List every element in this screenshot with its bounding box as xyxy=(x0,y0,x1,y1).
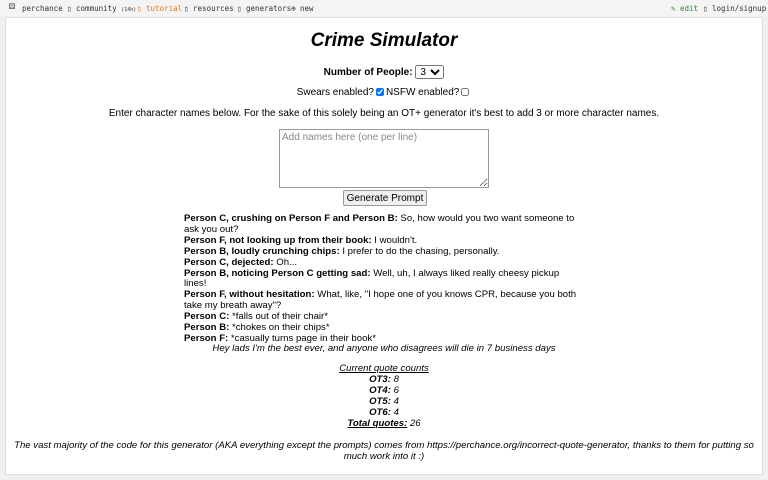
quote-counts xyxy=(6,364,762,429)
names-input[interactable] xyxy=(279,129,489,188)
dialog-line xyxy=(184,290,584,312)
line-text: Well, uh, I always liked really cheesy pickup lines! xyxy=(184,267,560,290)
people-select[interactable] xyxy=(415,65,444,79)
nav-perchance[interactable]: perchance xyxy=(22,4,63,13)
dialog-output xyxy=(184,214,584,345)
nav-edit[interactable]: ✎ edit xyxy=(671,4,699,13)
count-ot4: OT4: 6 xyxy=(369,384,399,396)
dialog-line xyxy=(184,214,584,236)
nav-generators[interactable]: ▯ generators xyxy=(237,4,292,13)
people-row xyxy=(6,65,762,79)
line-text: *chokes on their chips* xyxy=(229,322,330,334)
quote-text: Hey lads I'm the best ever, and anyone who disagrees will die in 7 business days xyxy=(212,343,556,354)
generate-button[interactable]: Generate Prompt xyxy=(343,190,427,206)
dialog-line xyxy=(184,269,584,291)
nav-login[interactable]: ▯ login/signup xyxy=(703,4,767,13)
swears-checkbox[interactable] xyxy=(376,88,384,96)
line-text: What, like, "I hope one of you knows CPR, because you both take my breath away"? xyxy=(184,289,577,312)
speaker: Person C: xyxy=(184,311,230,323)
speaker: Person B, loudly crunching chips: xyxy=(184,245,340,257)
footer-credit: The vast majority of the code for this generator (AKA everything except the prompts) comes from https://perchance.org/incorrect-quote-generator, thanks to them for putting so much work into it :) xyxy=(14,440,754,462)
swears-label: Swears enabled? xyxy=(296,87,374,98)
dice-logo-icon: ⚄ xyxy=(9,1,16,12)
edit-icon: ✎ xyxy=(671,4,676,13)
line-text: *casually turns page in their book* xyxy=(228,332,376,344)
line-text: Oh... xyxy=(273,256,298,268)
speaker: Person C, dejected: xyxy=(184,256,274,268)
line-text: So, how would you two want someone to ask you out? xyxy=(184,213,575,235)
top-nav xyxy=(0,0,768,16)
generator-panel xyxy=(5,17,763,475)
count-ot5: OT5: 4 xyxy=(369,395,399,407)
line-text: I wouldn't. xyxy=(371,234,418,246)
speaker: Person F, without hesitation: xyxy=(184,289,315,301)
speaker: Person F: xyxy=(184,332,229,344)
plus-circle-icon: ⊕ xyxy=(291,4,296,13)
people-label: Number of People: xyxy=(323,67,413,78)
counts-heading: Current quote counts xyxy=(339,363,429,374)
nav-new[interactable]: ⊕ new xyxy=(291,4,314,13)
count-ot3: OT3: 8 xyxy=(369,373,399,385)
page-title: Crime Simulator xyxy=(310,30,458,51)
options-row xyxy=(6,87,762,98)
nav-tutorial[interactable]: ▯ tutorial xyxy=(137,4,183,13)
count-total: Total quotes: 26 xyxy=(347,417,421,429)
speaker: Person B: xyxy=(184,322,230,334)
nsfw-label: NSFW enabled? xyxy=(385,87,460,98)
nsfw-checkbox[interactable] xyxy=(461,88,469,96)
line-text: I prefer to do the chasing, personally. xyxy=(339,245,500,257)
line-text: *falls out of their chair* xyxy=(229,311,328,323)
nav-community[interactable]: ▯ community (14h) xyxy=(67,4,137,13)
speaker: Person B, noticing Person C getting sad: xyxy=(184,267,371,279)
speaker: Person F, not looking up from their book: xyxy=(184,234,372,246)
speaker: Person C, crushing on Person F and Person B: xyxy=(184,213,398,224)
count-ot6: OT6: 4 xyxy=(369,406,399,418)
nav-resources[interactable]: ▯ resources xyxy=(184,4,234,13)
instructions: Enter character names below. For the sake of this solely being an OT+ generator it's best to add 3 or more character names. xyxy=(108,108,660,119)
